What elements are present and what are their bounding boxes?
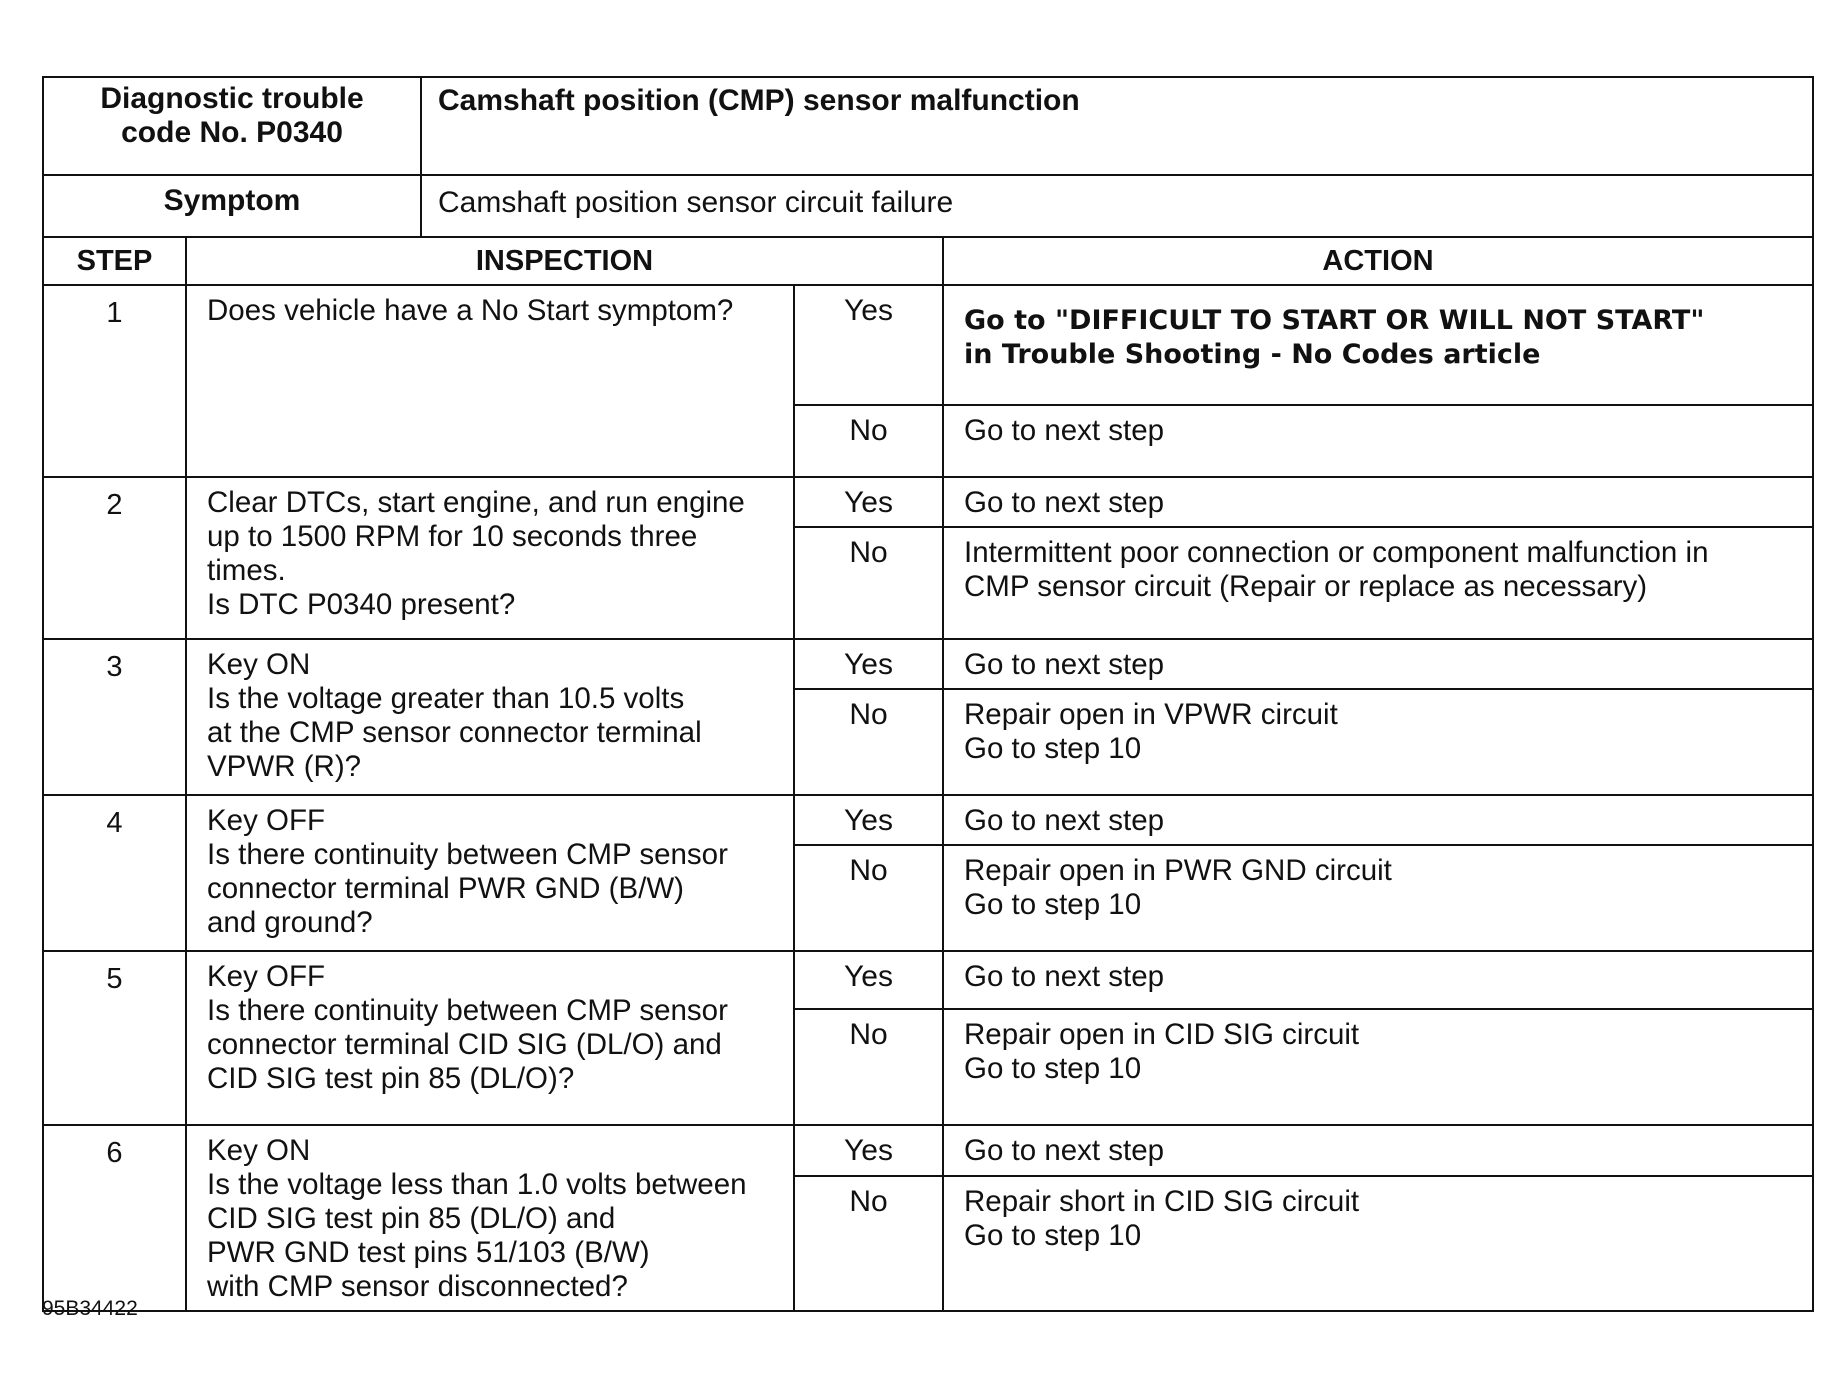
inspection-line: Key OFF	[207, 804, 326, 837]
step-inspection	[186, 477, 794, 639]
no-label: No	[794, 527, 943, 639]
no-action	[943, 405, 1813, 477]
inspection-line: Key ON	[207, 648, 311, 681]
action-line: Go to next step	[964, 414, 1165, 447]
inspection-line: CID SIG test pin 85 (DL/O) and	[207, 1202, 616, 1235]
inspection-line: Is the voltage greater than 10.5 volts	[207, 682, 685, 715]
inspection-line: Key ON	[207, 1134, 311, 1167]
action-line: Go to "DIFFICULT TO START OR WILL NOT START"	[964, 305, 1705, 336]
step-inspection	[186, 285, 794, 477]
header-table	[42, 76, 1814, 238]
action-line: Repair open in CID SIG circuit	[964, 1018, 1360, 1051]
yes-action	[943, 477, 1813, 527]
inspection-line: Is the voltage less than 1.0 volts between	[207, 1168, 747, 1201]
no-label: No	[794, 405, 943, 477]
yes-label: Yes	[794, 639, 943, 689]
dtc-label-line1: Diagnostic trouble	[100, 82, 364, 115]
action-line: Repair open in PWR GND circuit	[964, 854, 1392, 887]
steps-table	[42, 236, 1814, 1312]
step-row-1-yes	[43, 285, 1813, 405]
action-line: Go to next step	[964, 648, 1165, 681]
inspection-line: and ground?	[207, 906, 373, 939]
yes-action	[943, 951, 1813, 1009]
step-number: 2	[43, 477, 186, 639]
inspection-line: Is there continuity between CMP sensor	[207, 994, 728, 1027]
dtc-row	[43, 77, 1813, 175]
no-action	[943, 845, 1813, 951]
inspection-line: Does vehicle have a No Start symptom?	[207, 294, 734, 327]
action-line: in Trouble Shooting - No Codes article	[964, 339, 1541, 370]
inspection-line: connector terminal PWR GND (B/W)	[207, 872, 684, 905]
action-line: Go to next step	[964, 486, 1165, 519]
step-inspection	[186, 1125, 794, 1311]
column-header-row	[43, 237, 1813, 285]
action-column-header: ACTION	[943, 237, 1813, 285]
step-number: 1	[43, 285, 186, 477]
step-inspection	[186, 639, 794, 795]
step-row-4-yes	[43, 795, 1813, 845]
symptom-value: Camshaft position sensor circuit failure	[421, 175, 1813, 237]
inspection-column-header: INSPECTION	[186, 237, 943, 285]
inspection-line: Is there continuity between CMP sensor	[207, 838, 728, 871]
yes-label: Yes	[794, 477, 943, 527]
inspection-line: at the CMP sensor connector terminal	[207, 716, 702, 749]
step-row-6-yes	[43, 1125, 1813, 1176]
step-number: 6	[43, 1125, 186, 1311]
step-row-3-yes	[43, 639, 1813, 689]
no-action	[943, 689, 1813, 795]
step-number: 5	[43, 951, 186, 1125]
no-label: No	[794, 1176, 943, 1311]
yes-label: Yes	[794, 951, 943, 1009]
no-label: No	[794, 1009, 943, 1125]
action-line: Go to next step	[964, 960, 1165, 993]
action-line: Go to next step	[964, 1134, 1165, 1167]
action-line: Intermittent poor connection or component malfunction in	[964, 536, 1709, 569]
action-line: Go to next step	[964, 804, 1165, 837]
yes-action	[943, 1125, 1813, 1176]
symptom-label: Symptom	[43, 175, 421, 237]
step-inspection	[186, 795, 794, 951]
no-label: No	[794, 689, 943, 795]
inspection-line: CID SIG test pin 85 (DL/O)?	[207, 1062, 575, 1095]
yes-action	[943, 795, 1813, 845]
no-action	[943, 1009, 1813, 1125]
step-row-5-yes	[43, 951, 1813, 1009]
dtc-label-cell	[43, 77, 421, 175]
inspection-line: connector terminal CID SIG (DL/O) and	[207, 1028, 722, 1061]
action-line: Go to step 10	[964, 732, 1142, 765]
diagnostic-sheet	[42, 76, 1812, 1312]
inspection-line: Clear DTCs, start engine, and run engine	[207, 486, 745, 519]
no-action	[943, 527, 1813, 639]
dtc-label-line2: code No. P0340	[121, 116, 343, 149]
symptom-row	[43, 175, 1813, 237]
action-line: Repair short in CID SIG circuit	[964, 1184, 1360, 1218]
action-line: Go to step 10	[964, 1218, 1142, 1252]
yes-action	[943, 285, 1813, 405]
inspection-line: VPWR (R)?	[207, 750, 362, 783]
yes-label: Yes	[794, 285, 943, 405]
yes-label: Yes	[794, 1125, 943, 1176]
figure-id: 95B34422	[42, 1297, 138, 1320]
step-column-header: STEP	[43, 237, 186, 285]
dtc-title: Camshaft position (CMP) sensor malfunction	[421, 77, 1813, 175]
inspection-line: Is DTC P0340 present?	[207, 588, 516, 621]
inspection-line: times.	[207, 554, 286, 587]
no-label: No	[794, 845, 943, 951]
action-line: Repair open in VPWR circuit	[964, 698, 1338, 731]
step-inspection	[186, 951, 794, 1125]
action-line: Go to step 10	[964, 888, 1142, 921]
inspection-line: PWR GND test pins 51/103 (B/W)	[207, 1236, 650, 1269]
inspection-line: Key OFF	[207, 960, 326, 993]
inspection-line: up to 1500 RPM for 10 seconds three	[207, 520, 698, 553]
step-number: 4	[43, 795, 186, 951]
yes-action	[943, 639, 1813, 689]
step-row-2-yes	[43, 477, 1813, 527]
inspection-line: with CMP sensor disconnected?	[207, 1270, 628, 1303]
action-line: Go to step 10	[964, 1052, 1142, 1085]
action-line: CMP sensor circuit (Repair or replace as necessary)	[964, 570, 1648, 603]
no-action	[943, 1176, 1813, 1311]
yes-label: Yes	[794, 795, 943, 845]
step-number: 3	[43, 639, 186, 795]
